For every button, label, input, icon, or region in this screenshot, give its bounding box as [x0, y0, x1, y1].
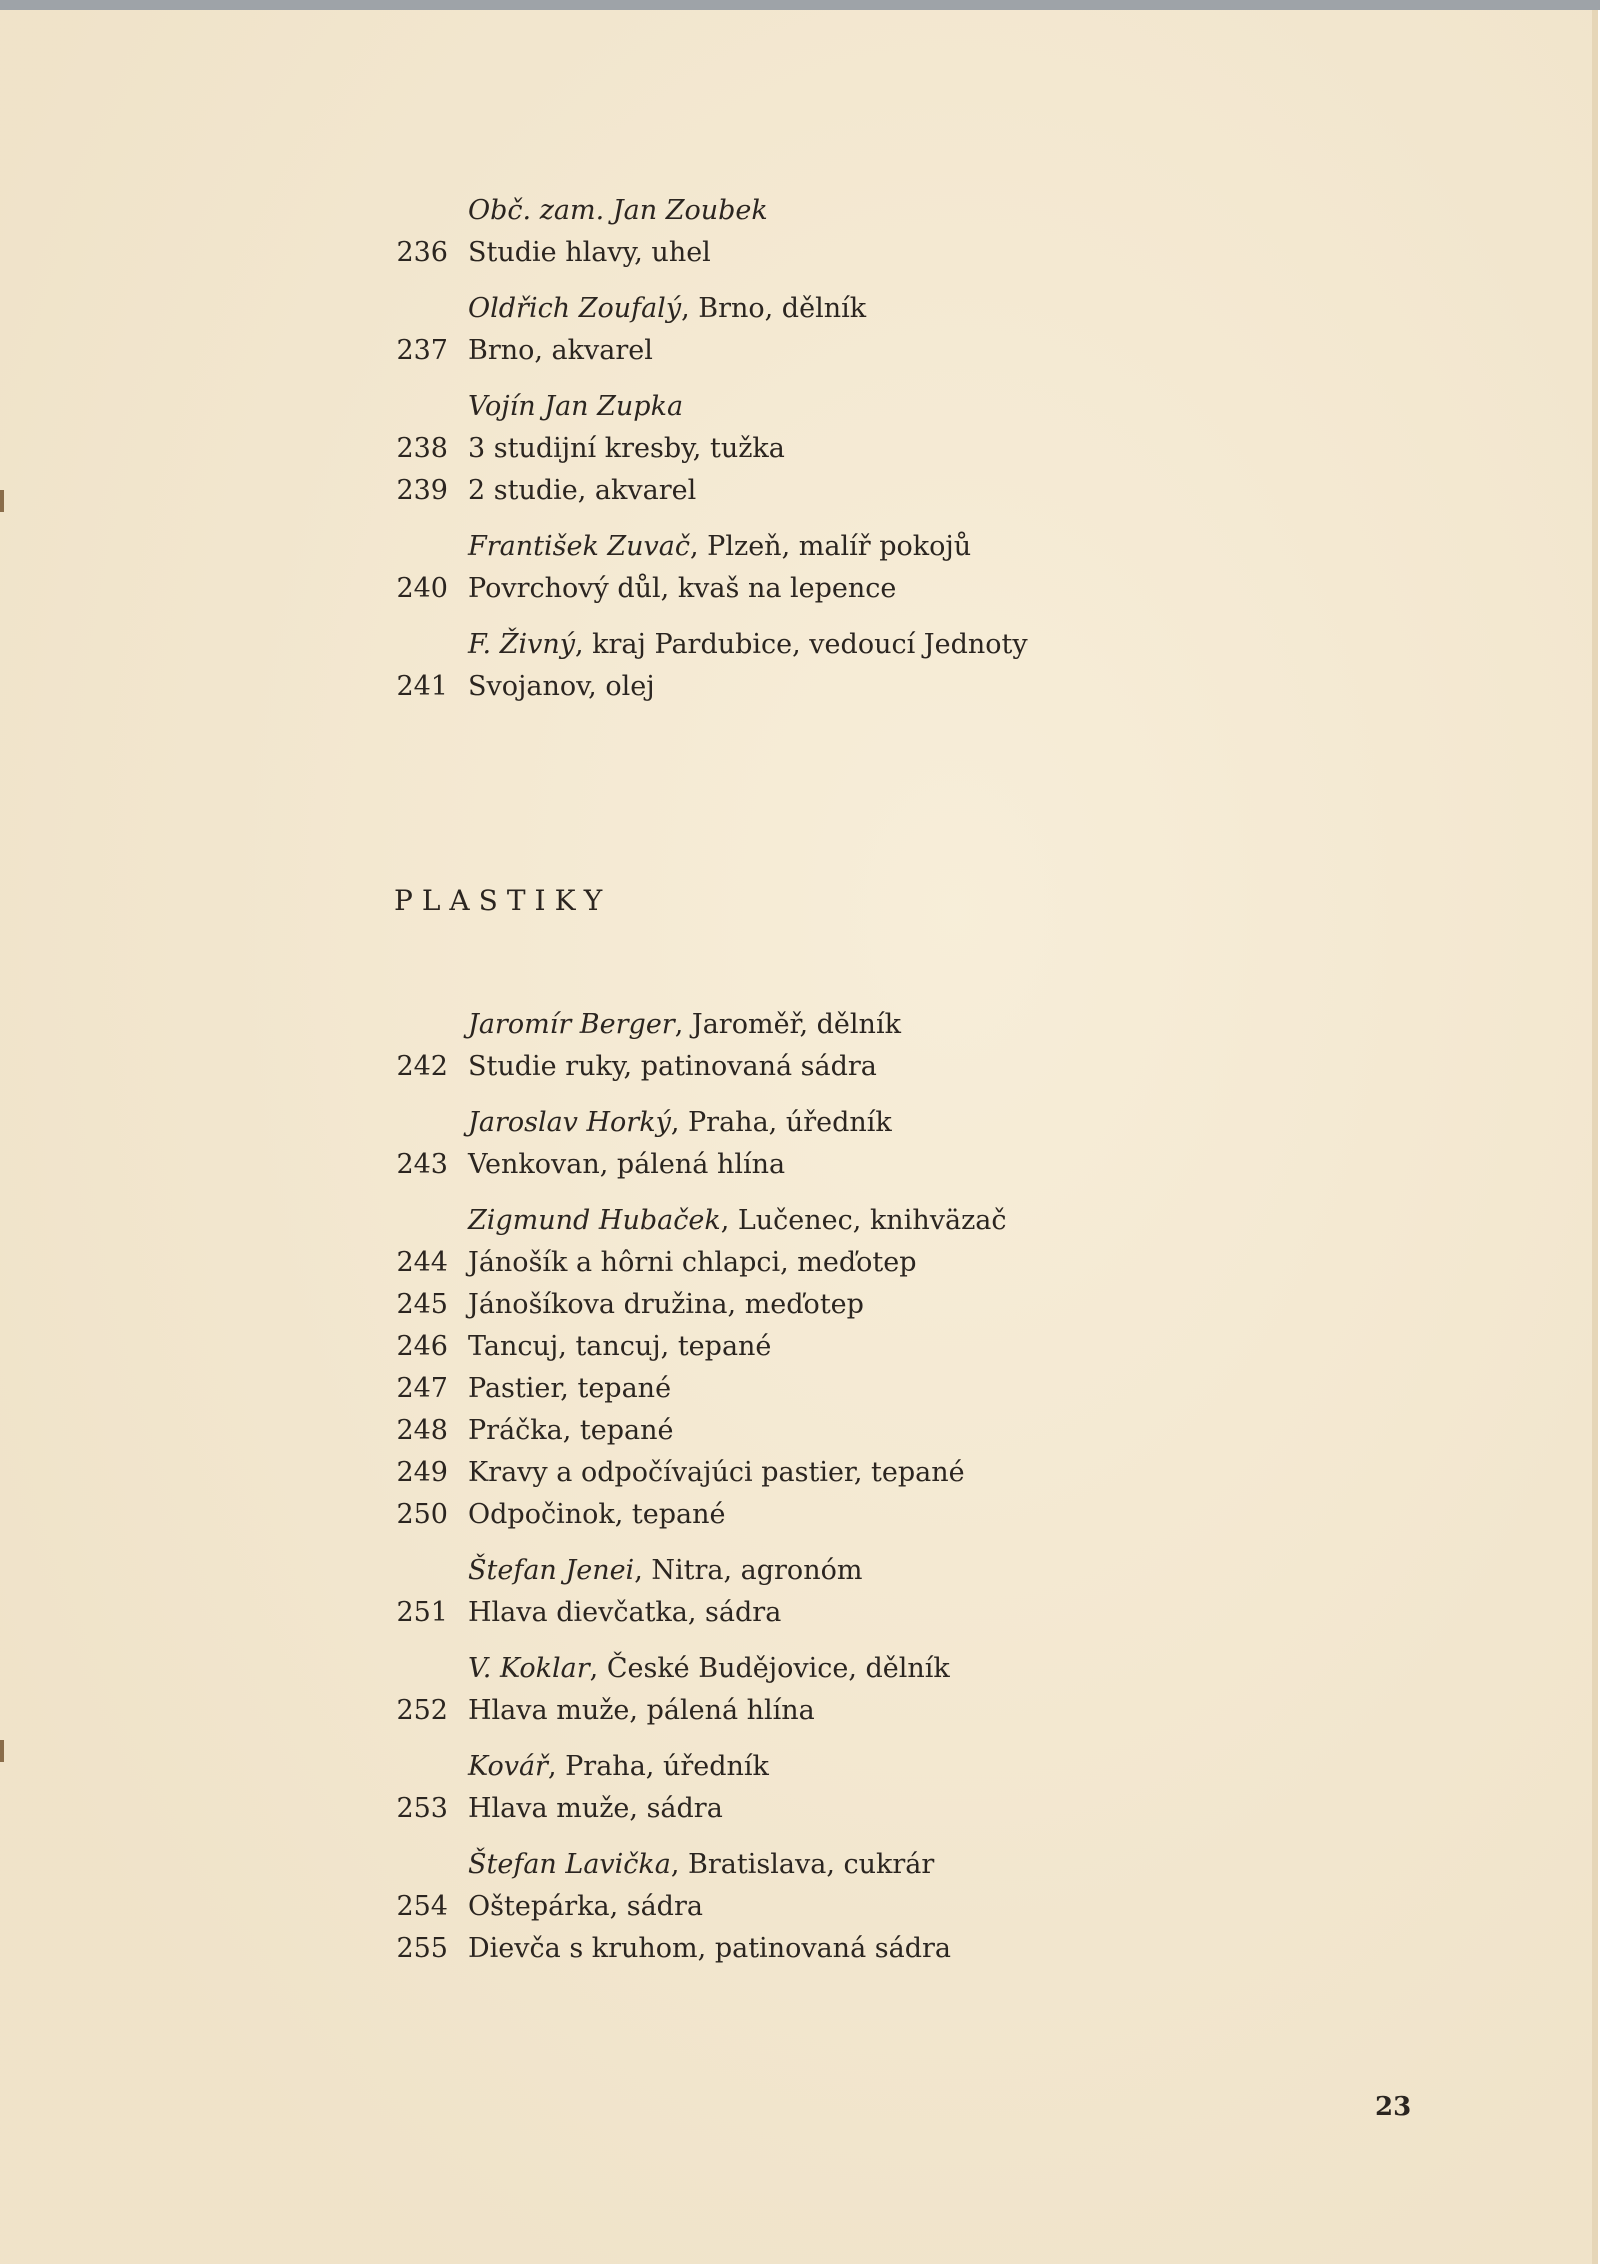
artist-line — [380, 1648, 1160, 1690]
artist-info: , Bratislava, cukrár — [670, 1849, 935, 1880]
entry-number: 254 — [396, 1891, 448, 1922]
page-number: 23 — [1375, 2092, 1412, 2122]
artist-name: Štefan Jenei — [468, 1555, 635, 1586]
artist-line — [380, 1844, 1160, 1886]
entry-title: Jánošík a hôrni chlapci, meďotep — [468, 1247, 917, 1278]
artist-name: František Zuvač — [468, 531, 691, 562]
artist-info: , České Budějovice, dělník — [589, 1653, 950, 1684]
entry-number: 255 — [396, 1933, 448, 1964]
entry-number: 245 — [396, 1289, 448, 1320]
entry-number: 251 — [396, 1597, 448, 1628]
artist-line — [380, 1102, 1160, 1144]
entry-title: Práčka, tepané — [468, 1415, 674, 1446]
binding-mark — [0, 1740, 4, 1762]
artist-name: Vojín Jan Zupka — [468, 391, 684, 422]
entry-number: 249 — [396, 1457, 448, 1488]
entry-title: 3 studijní kresby, tužka — [468, 433, 785, 464]
catalog-entry — [380, 1592, 1160, 1634]
entry-number: 244 — [396, 1247, 448, 1278]
artist-info: , kraj Pardubice, vedoucí Jednoty — [575, 629, 1028, 660]
catalog-entry — [380, 330, 1160, 372]
artist-line — [380, 1200, 1160, 1242]
entry-title: Hlava dievčatka, sádra — [468, 1597, 782, 1628]
entry-title: Studie ruky, patinovaná sádra — [468, 1051, 877, 1082]
catalog-page — [0, 10, 1598, 2264]
artist-line — [380, 386, 1160, 428]
entry-title: Brno, akvarel — [468, 335, 653, 366]
entry-number: 253 — [396, 1793, 448, 1824]
catalog-entry — [380, 666, 1160, 708]
entry-number: 242 — [396, 1051, 448, 1082]
entry-number: 238 — [396, 433, 448, 464]
entry-title: Tancuj, tancuj, tepané — [468, 1331, 772, 1362]
artist-name: Obč. zam. Jan Zoubek — [468, 195, 768, 226]
entry-number: 243 — [396, 1149, 448, 1180]
entry-title: Odpočinok, tepané — [468, 1499, 726, 1530]
artist-line — [380, 190, 1160, 232]
entry-title: Hlava muže, sádra — [468, 1793, 723, 1824]
catalog-entry — [380, 1242, 1160, 1284]
artist-info: , Nitra, agronóm — [634, 1555, 863, 1586]
entry-number: 240 — [396, 573, 448, 604]
artist-name: Zigmund Hubaček — [468, 1205, 721, 1236]
artist-info: , Praha, úředník — [547, 1751, 769, 1782]
artist-name: F. Živný — [468, 629, 575, 660]
catalog-entry — [380, 1144, 1160, 1186]
catalog-entry — [380, 1690, 1160, 1732]
artist-info: , Plzeň, malíř pokojů — [690, 531, 972, 562]
entry-number: 247 — [396, 1373, 448, 1404]
catalog-entry — [380, 1494, 1160, 1536]
entry-title: Oštepárka, sádra — [468, 1891, 703, 1922]
entry-title: Dievča s kruhom, patinovaná sádra — [468, 1933, 951, 1964]
artist-info: , Lučenec, knihväzač — [720, 1205, 1007, 1236]
entry-number: 252 — [396, 1695, 448, 1726]
artist-info: , Brno, dělník — [681, 293, 867, 324]
artist-name: V. Koklar — [468, 1653, 590, 1684]
entry-title: Povrchový důl, kvaš na lepence — [468, 573, 897, 604]
catalog-entry — [380, 568, 1160, 610]
artist-line — [380, 526, 1160, 568]
entry-title: Jánošíkova družina, meďotep — [468, 1289, 864, 1320]
catalog-entry — [380, 470, 1160, 512]
entry-number: 250 — [396, 1499, 448, 1530]
entry-title: Svojanov, olej — [468, 671, 655, 702]
catalog-entry — [380, 1452, 1160, 1494]
entry-number: 241 — [396, 671, 448, 702]
catalog-entry — [380, 1046, 1160, 1088]
catalog-section — [380, 190, 1160, 708]
entry-number: 239 — [396, 475, 448, 506]
entry-title: Studie hlavy, uhel — [468, 237, 711, 268]
catalog-entry — [380, 1326, 1160, 1368]
artist-name: Oldřich Zoufalý — [468, 293, 682, 324]
entry-title: Hlava muže, pálená hlína — [468, 1695, 815, 1726]
entry-number: 248 — [396, 1415, 448, 1446]
catalog-entry — [380, 1410, 1160, 1452]
entry-number: 246 — [396, 1331, 448, 1362]
exhibition-catalog-list — [380, 190, 1160, 1970]
artist-name: Jaroslav Horký — [468, 1107, 671, 1138]
entry-title: 2 studie, akvarel — [468, 475, 697, 506]
catalog-entry — [380, 428, 1160, 470]
artist-line — [380, 1004, 1160, 1046]
catalog-section — [380, 880, 1160, 1970]
entry-title: Venkovan, pálená hlína — [468, 1149, 786, 1180]
catalog-entry — [380, 232, 1160, 274]
entry-title: Kravy a odpočívajúci pastier, tepané — [468, 1457, 965, 1488]
artist-name: Kovář — [468, 1751, 548, 1782]
catalog-entry — [380, 1284, 1160, 1326]
artist-line — [380, 624, 1160, 666]
entry-number: 237 — [396, 335, 448, 366]
artist-line — [380, 288, 1160, 330]
section-heading: PLASTIKY — [394, 884, 612, 917]
artist-info: , Jaroměř, dělník — [674, 1009, 901, 1040]
artist-line — [380, 1550, 1160, 1592]
entry-title: Pastier, tepané — [468, 1373, 672, 1404]
scan-top-edge — [0, 0, 1600, 10]
catalog-entry — [380, 1928, 1160, 1970]
artist-name: Jaromír Berger — [468, 1009, 675, 1040]
artist-line — [380, 1746, 1160, 1788]
artist-info: , Praha, úředník — [670, 1107, 892, 1138]
catalog-entry — [380, 1886, 1160, 1928]
catalog-entry — [380, 1788, 1160, 1830]
binding-mark — [0, 490, 4, 512]
entry-number: 236 — [396, 237, 448, 268]
catalog-entry — [380, 1368, 1160, 1410]
artist-name: Štefan Lavička — [468, 1849, 671, 1880]
